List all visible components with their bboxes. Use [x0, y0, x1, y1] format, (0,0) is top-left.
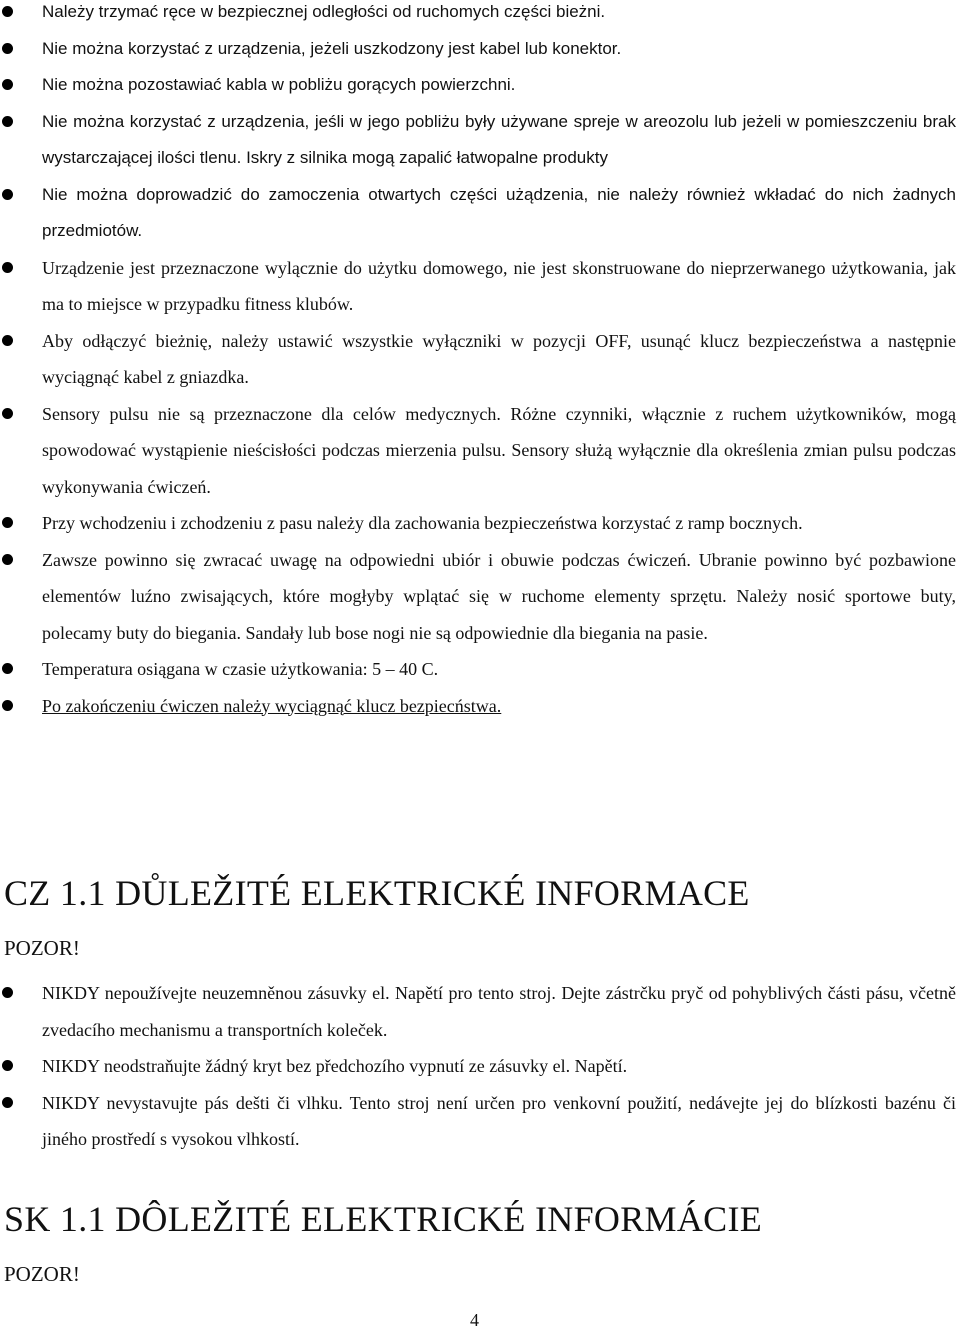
list-item-text: Należy trzymać ręce w bezpiecznej odległości od ruchomych części bieżni. [42, 2, 606, 21]
list-item [2, 688, 958, 725]
bullet-icon [2, 335, 13, 346]
list-item [2, 31, 958, 68]
list-item-text: Nie można doprowadzić do zamoczenia otwartych części użądzenia, nie należy również wkładać do nich żadnych przedmiotów. [42, 184, 956, 240]
list-item [2, 1048, 958, 1085]
safety-list-cz [2, 975, 958, 1158]
list-item-text: Nie można korzystać z urządzenia, jeśli w jego pobliżu były używane spreje w areozolu lub jeżeli w pomieszczeniu brak wystarczającej ilości tlenu. Iskry z silnika mogą zapalić łatwopalne produkty [42, 111, 956, 167]
bullet-icon [2, 1097, 13, 1108]
bullet-icon [2, 408, 13, 419]
bullet-icon [2, 189, 13, 200]
list-item [2, 250, 958, 323]
list-item-text: Temperatura osiągana w czasie użytkowania: 5 – 40 C. [42, 659, 439, 679]
section-heading-cz: CZ 1.1 DŮLEŽITÉ ELEKTRICKÉ INFORMACE [4, 873, 750, 913]
list-item-text: NIKDY nevystavujte pás dešti či vlhku. Tento stroj není určen pro venkovní použití, nedávejte jej do blízkosti bazénu či jiného prostředí s vysokou vlhkostí. [42, 1092, 956, 1149]
warning-label-sk: POZOR! [4, 1262, 80, 1286]
list-item-text: Aby odłączyć bieżnię, należy ustawić wszystkie wyłączniki w pozycji OFF, usunąć klucz bezpieczeństwa a następnie wyciągnąć kabel z gniazdka. [42, 330, 956, 387]
list-item [2, 651, 958, 688]
bullet-icon [2, 43, 13, 54]
list-item-text: Nie można pozostawiać kabla w pobliżu gorących powierzchni. [42, 75, 516, 94]
list-item [2, 0, 958, 31]
bullet-icon [2, 517, 13, 528]
list-item [2, 104, 958, 177]
list-item [2, 67, 958, 104]
list-item-text: Sensory pulsu nie są przeznaczone dla celów medycznych. Różne czynniki, włącznie z ruchem użytkowników, mogą spowodować wystąpienie nieścisłości podczas mierzenia pulsu. Sensory służą wyłącznie dla określenia zmian pulsu podczas wykonywania ćwiczeń. [42, 403, 956, 497]
list-item [2, 505, 958, 542]
list-item [2, 542, 958, 652]
list-item [2, 323, 958, 396]
list-item [2, 396, 958, 506]
bullet-icon [2, 79, 13, 90]
bullet-icon [2, 262, 13, 273]
bullet-icon [2, 1060, 13, 1071]
list-item-text: Po zakończeniu ćwiczen należy wyciągnąć klucz bezpiecństwa. [42, 695, 502, 716]
list-item [2, 1085, 958, 1158]
list-item-text: Urządzenie jest przeznaczone wylącznie do użytku domowego, nie jest skonstruowane do nieprzerwanego użytkowania, jak ma to miejsce w przypadku fitness klubów. [42, 257, 956, 314]
list-item-text: Zawsze powinno się zwracać uwagę na odpowiedni ubiór i obuwie podczas ćwiczeń. Ubranie powinno być pozbawione elementów luźno zwisających, które mogłyby wplątać się w ruchome elementy sprzętu. Należy nosić sportowe buty, polecamy buty do biegania. Sandały lub bose nogi nie są odpowiednie dla biegania na pasie. [42, 549, 956, 643]
list-item [2, 975, 958, 1048]
list-item-text: NIKDY neodstraňujte žádný kryt bez předchozího vypnutí ze zásuvky el. Napětí. [42, 1056, 628, 1076]
page-number: 4 [470, 1310, 479, 1330]
list-item-text: NIKDY nepoužívejte neuzemněnou zásuvky el. Napětí pro tento stroj. Dejte zástrčku pryč od pohyblivých části pásu, včetně zvedacího mechanismu a transportních koleček. [42, 983, 956, 1040]
bullet-icon [2, 6, 13, 17]
section-heading-sk: SK 1.1 DÔLEŽITÉ ELEKTRICKÉ INFORMÁCIE [4, 1199, 763, 1239]
list-item [2, 177, 958, 250]
bullet-icon [2, 116, 13, 127]
warning-label-cz: POZOR! [4, 936, 80, 960]
safety-list-pl [2, 0, 958, 724]
bullet-icon [2, 987, 13, 998]
bullet-icon [2, 554, 13, 565]
list-item-text: Nie można korzystać z urządzenia, jeżeli uszkodzony jest kabel lub konektor. [42, 38, 622, 58]
list-item-text: Przy wchodzeniu i zchodzeniu z pasu należy dla zachowania bezpieczeństwa korzystać z ramp bocznych. [42, 513, 803, 533]
bullet-icon [2, 700, 13, 711]
bullet-icon [2, 663, 13, 674]
